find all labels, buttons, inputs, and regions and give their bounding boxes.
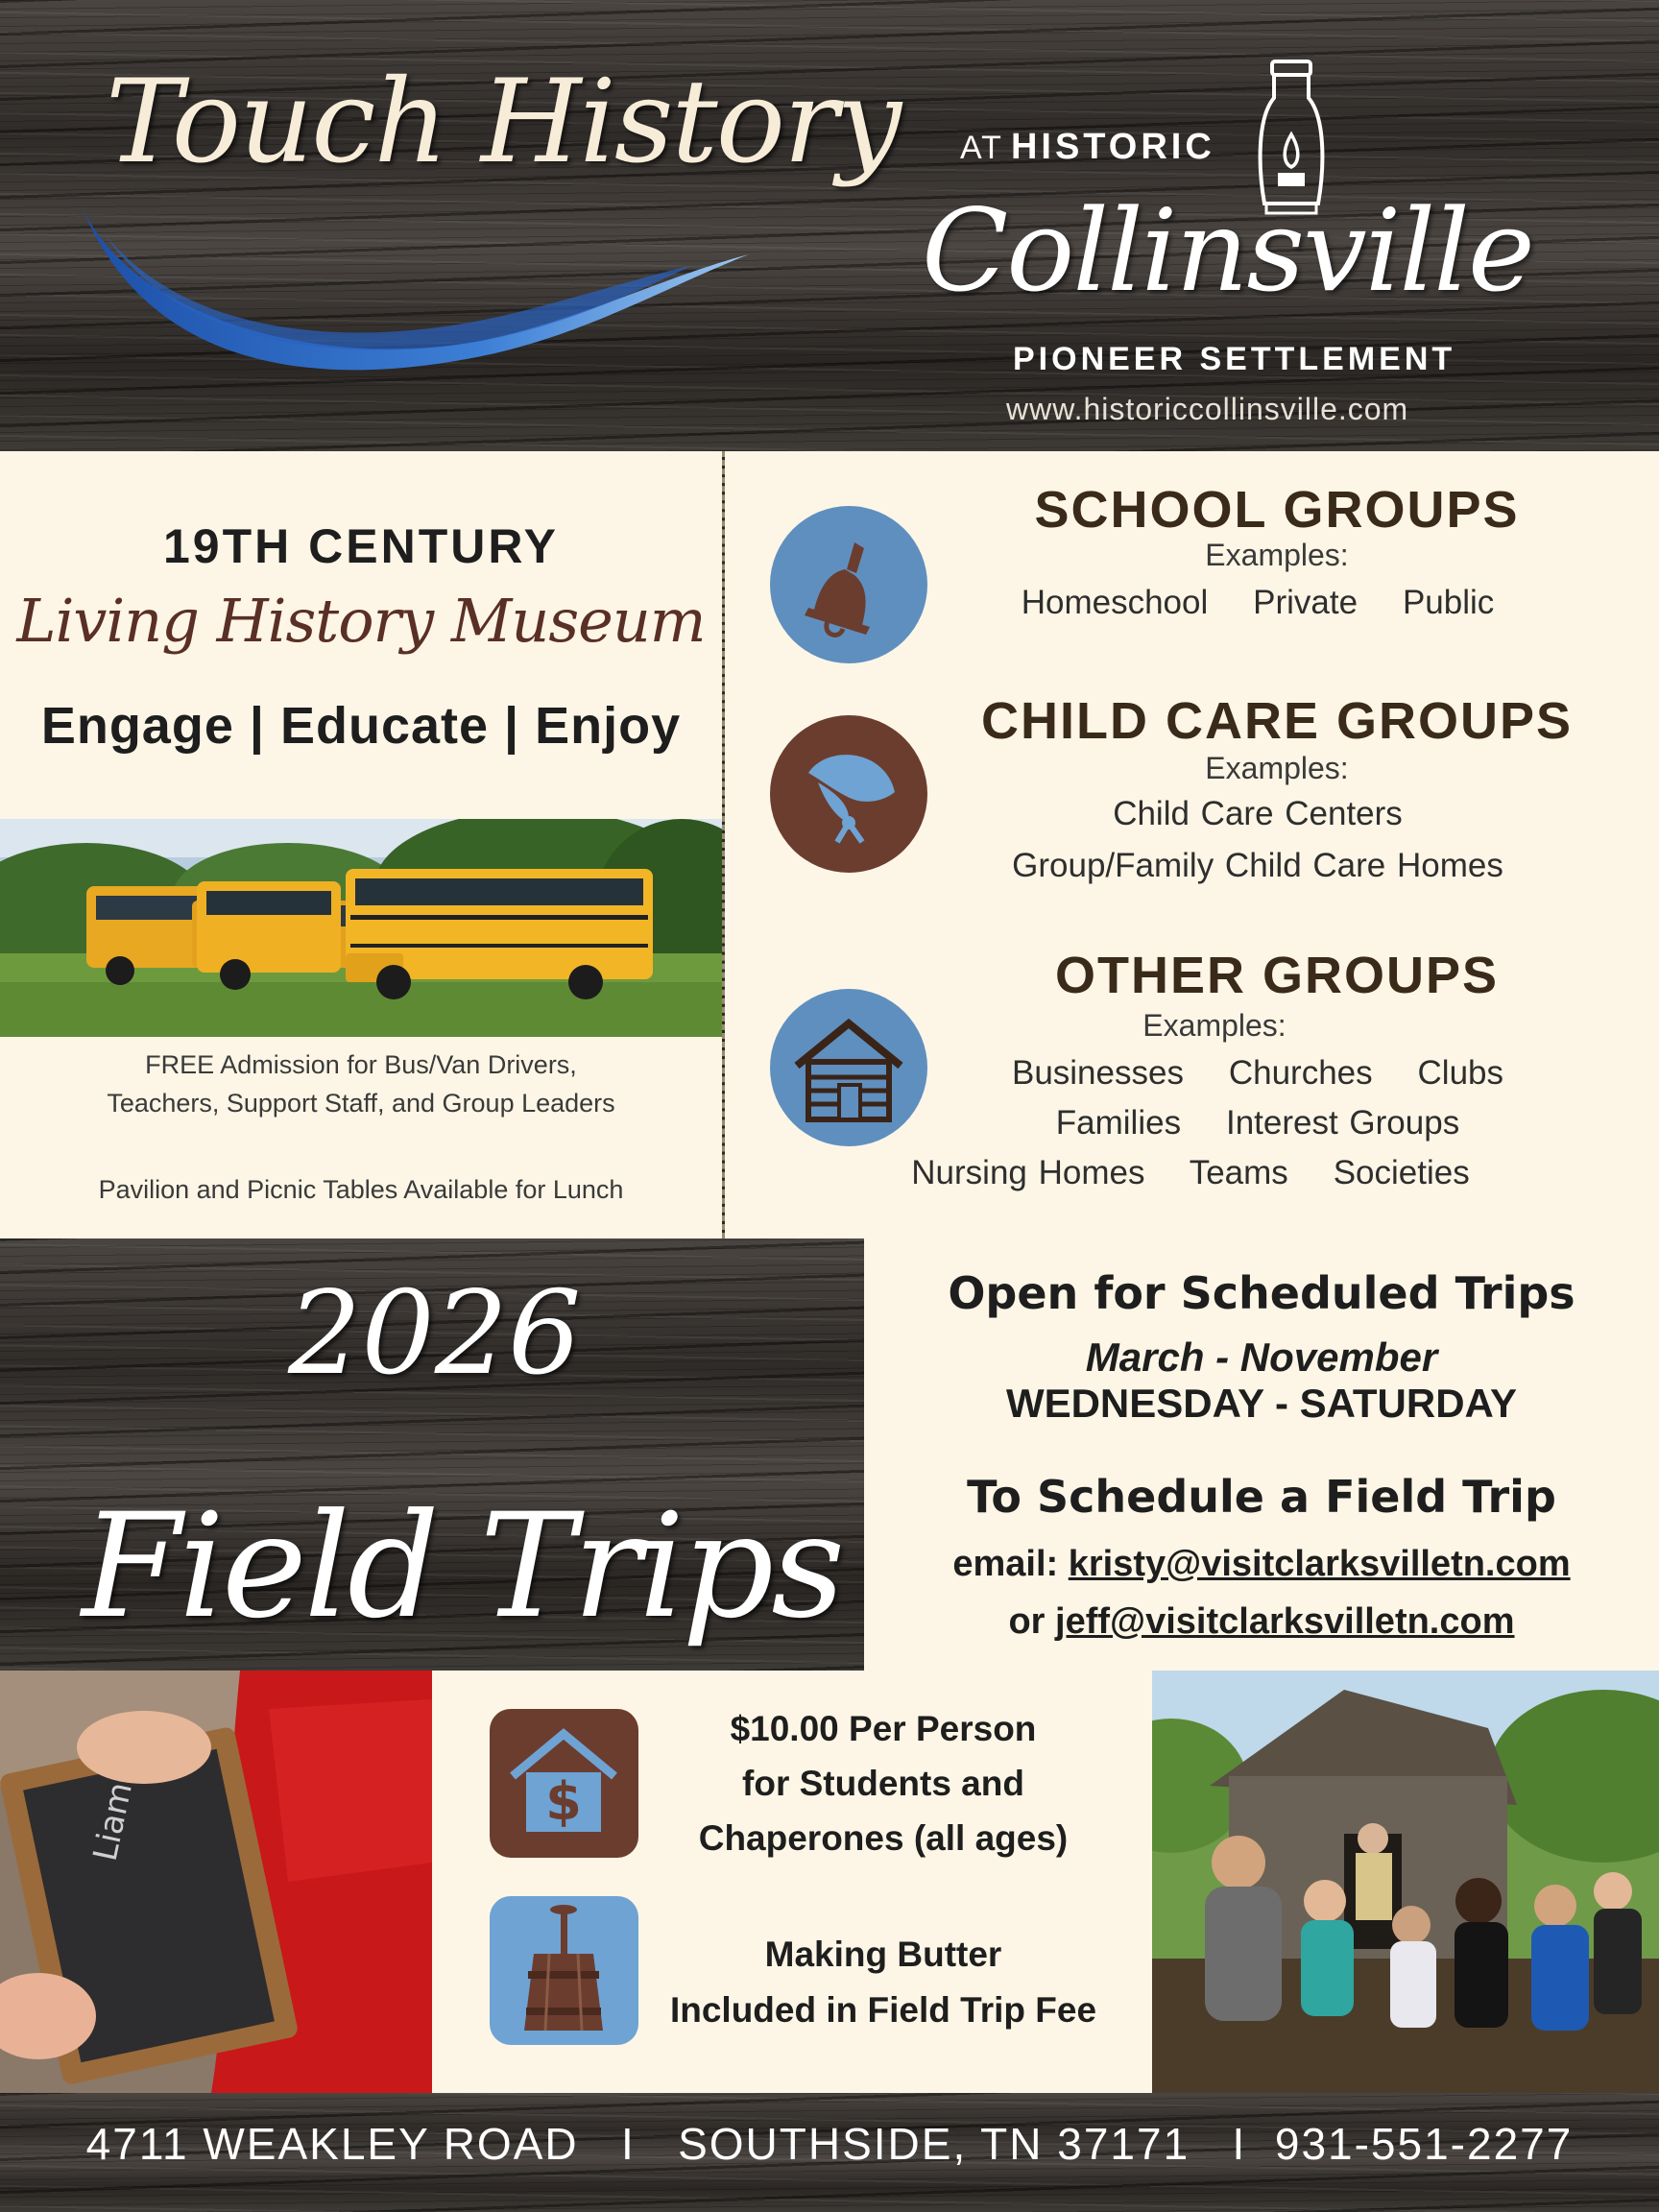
field-trips-title: Field Trips	[82, 1483, 843, 1650]
email-line-2	[864, 1601, 1659, 1643]
school-examples-line: Homeschool Private Public	[1021, 584, 1495, 621]
price-line-3: Chaperones (all ages)	[698, 1818, 1069, 1858]
price-line-2: for Students and	[742, 1764, 1024, 1803]
child-care-examples-line-2: Group/Family Child Care Homes	[1012, 847, 1503, 884]
schedule-field-trip-heading: To Schedule a Field Trip	[967, 1471, 1556, 1523]
or-label: or	[1008, 1601, 1056, 1642]
schedule-panel	[864, 1238, 1659, 1671]
slate-writing-photo	[0, 1671, 432, 2093]
website-link[interactable]: www.historiccollinsville.com	[1006, 392, 1409, 426]
jeff-email-link[interactable]: jeff@visitclarksvilletn.com	[1055, 1601, 1515, 1642]
info-line-1: FREE Admission for Bus/Van Drivers,	[145, 1050, 577, 1079]
century-heading: 19TH CENTURY	[163, 519, 559, 573]
email-label: email:	[952, 1544, 1069, 1584]
open-days: WEDNESDAY - SATURDAY	[1005, 1381, 1518, 1426]
info-line-3: Pavilion and Picnic Tables Available for Lunch	[98, 1175, 624, 1204]
other-examples-line-3: Nursing Homes Teams Societies	[911, 1154, 1470, 1191]
school-groups-title: SCHOOL GROUPS	[1034, 481, 1520, 539]
blue-swoosh-decoration	[77, 197, 768, 398]
engage-tagline: Engage | Educate | Enjoy	[40, 697, 682, 755]
kids-at-cabin-photo	[1152, 1671, 1659, 2093]
butter-line-2: Included in Field Trip Fee	[669, 1990, 1097, 2030]
child-care-examples-line-1: Child Care Centers	[1113, 795, 1403, 832]
school-bus-photo	[0, 819, 722, 1037]
house-dollar-icon	[490, 1709, 638, 1858]
kristy-email-link[interactable]: kristy@visitclarksvilletn.com	[1068, 1544, 1571, 1584]
season-months: March - November	[1085, 1334, 1438, 1380]
school-examples-label: Examples:	[1205, 538, 1349, 572]
open-scheduled-trips-heading: Open for Scheduled Trips	[948, 1267, 1575, 1319]
child-care-examples-label: Examples:	[1205, 751, 1349, 785]
butter-line-1: Making Butter	[764, 1935, 1002, 1974]
collinsville-title: Collinsville	[922, 184, 1533, 317]
intro-panel	[0, 451, 722, 819]
admission-info-panel	[0, 1037, 722, 1238]
other-examples-line-2: Families Interest Groups	[1055, 1104, 1460, 1142]
other-groups-title: OTHER GROUPS	[1054, 947, 1500, 1004]
svg-text:$: $	[545, 1771, 582, 1832]
butter-churn-icon	[490, 1896, 638, 2045]
address-phone-footer: 4711 WEAKLEY ROAD I SOUTHSIDE, TN 37171 I 931-551-2277	[85, 2119, 1574, 2169]
email-line-1	[864, 1544, 1659, 1585]
groups-panel	[725, 451, 1659, 1238]
other-examples-label: Examples:	[1142, 1008, 1286, 1043]
year-title: 2026	[288, 1267, 582, 1401]
museum-subtitle: Living History Museum	[16, 586, 706, 656]
other-examples-line-1: Businesses Churches Clubs	[1011, 1054, 1504, 1092]
info-line-2: Teachers, Support Staff, and Group Leaders	[107, 1089, 615, 1118]
fee-panel	[432, 1671, 1152, 2093]
at-text: AT	[960, 130, 1003, 166]
pioneer-settlement-label: PIONEER SETTLEMENT	[1013, 341, 1456, 377]
price-line-1: $10.00 Per Person	[730, 1709, 1037, 1748]
historic-text: HISTORIC	[1010, 127, 1215, 167]
touch-history-title: Touch History	[106, 56, 901, 189]
at-historic-label	[960, 127, 1215, 168]
slate-name-text: Liam	[85, 1779, 140, 1864]
child-care-groups-title: CHILD CARE GROUPS	[980, 692, 1574, 750]
